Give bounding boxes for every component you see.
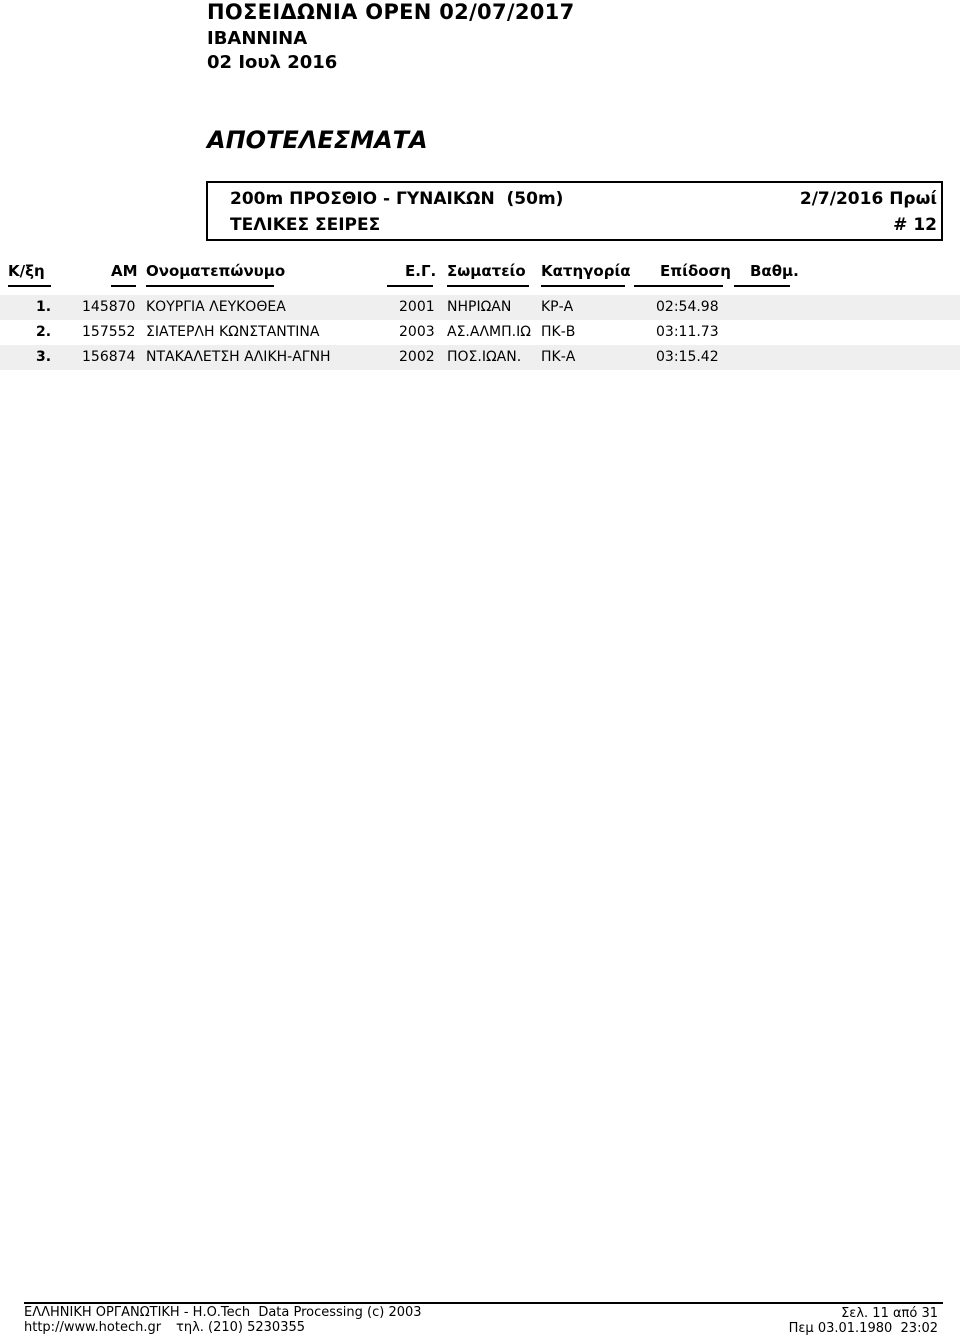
footer-divider [24, 1302, 943, 1304]
row-am: 156874 [82, 349, 136, 365]
row-name: ΣΙΑΤΕΡΛΗ ΚΩΝΣΤΑΝΤΙΝΑ [146, 324, 320, 340]
table-row [0, 295, 960, 320]
header-underline [111, 285, 136, 287]
header-underline [734, 285, 790, 287]
event-title: 200m ΠΡΟΣΘΙΟ - ΓΥΝΑΙΚΩΝ (50m) [230, 189, 564, 209]
header-underline [634, 285, 723, 287]
row-rank: 3. [36, 349, 52, 365]
row-time: 03:11.73 [656, 324, 719, 340]
footer-phone: τηλ. (210) 5230355 [176, 1320, 306, 1335]
row-rank: 2. [36, 324, 52, 340]
row-club: ΝΗΡΙΩΑΝ [447, 299, 512, 315]
col-name: Ονοματεπώνυμο [146, 262, 286, 280]
row-birth-year: 2002 [399, 349, 435, 365]
col-am: ΑΜ [111, 262, 138, 280]
header-underline [146, 285, 274, 287]
row-rank: 1. [36, 299, 52, 315]
header-underline [447, 285, 529, 287]
col-time: Επίδοση [660, 262, 731, 280]
row-club: ΑΣ.ΑΛΜΠ.ΙΩ [447, 324, 531, 340]
row-category: ΠΚ-Α [541, 349, 576, 365]
header-underline [541, 285, 625, 287]
event-subtitle: ΤΕΛΙΚΕΣ ΣΕΙΡΕΣ [230, 215, 381, 235]
table-row [0, 345, 960, 370]
row-club: ΠΟΣ.ΙΩΑΝ. [447, 349, 522, 365]
row-name: ΚΟΥΡΓΙΑ ΛΕΥΚΟΘΕΑ [146, 299, 286, 315]
meet-date: 02 Ιουλ 2016 [207, 52, 338, 73]
col-birth-year: Ε.Γ. [405, 262, 437, 280]
event-number: # 12 [893, 215, 937, 235]
footer-page: Σελ. 11 από 31 [841, 1306, 938, 1321]
header-underline [8, 285, 51, 287]
table-row [0, 320, 960, 345]
row-am: 157552 [82, 324, 136, 340]
col-category: Κατηγορία [541, 262, 631, 280]
row-birth-year: 2001 [399, 299, 435, 315]
footer-org: ΕΛΛΗΝΙΚΗ ΟΡΓΑΝΩΤΙΚΗ - Η.Ο.Tech Data Processing (c) 2003 [24, 1305, 422, 1320]
event-box [206, 181, 943, 241]
meet-location: ΙΒΑΝΝΙΝΑ [207, 28, 308, 49]
row-time: 03:15.42 [656, 349, 719, 365]
col-points: Βαθμ. [750, 262, 799, 280]
row-category: ΚΡ-Α [541, 299, 574, 315]
results-heading: ΑΠΟΤΕΛΕΣΜΑΤΑ [207, 126, 428, 154]
row-name: ΝΤΑΚΑΛΕΤΣΗ ΑΛΙΚΗ-ΑΓΝΗ [146, 349, 331, 365]
row-birth-year: 2003 [399, 324, 435, 340]
header-underline [387, 285, 433, 287]
row-time: 02:54.98 [656, 299, 719, 315]
col-club: Σωματείο [447, 262, 526, 280]
row-am: 145870 [82, 299, 136, 315]
footer-website: http://www.hotech.gr [24, 1320, 162, 1335]
col-rank: Κ/ξη [8, 262, 45, 280]
row-category: ΠΚ-Β [541, 324, 576, 340]
footer-printed: Πεμ 03.01.1980 23:02 [788, 1321, 938, 1336]
event-session-date: 2/7/2016 Πρωί [799, 189, 937, 209]
meet-title: ΠΟΣΕΙΔΩΝΙΑ OPEN 02/07/2017 [207, 0, 575, 24]
